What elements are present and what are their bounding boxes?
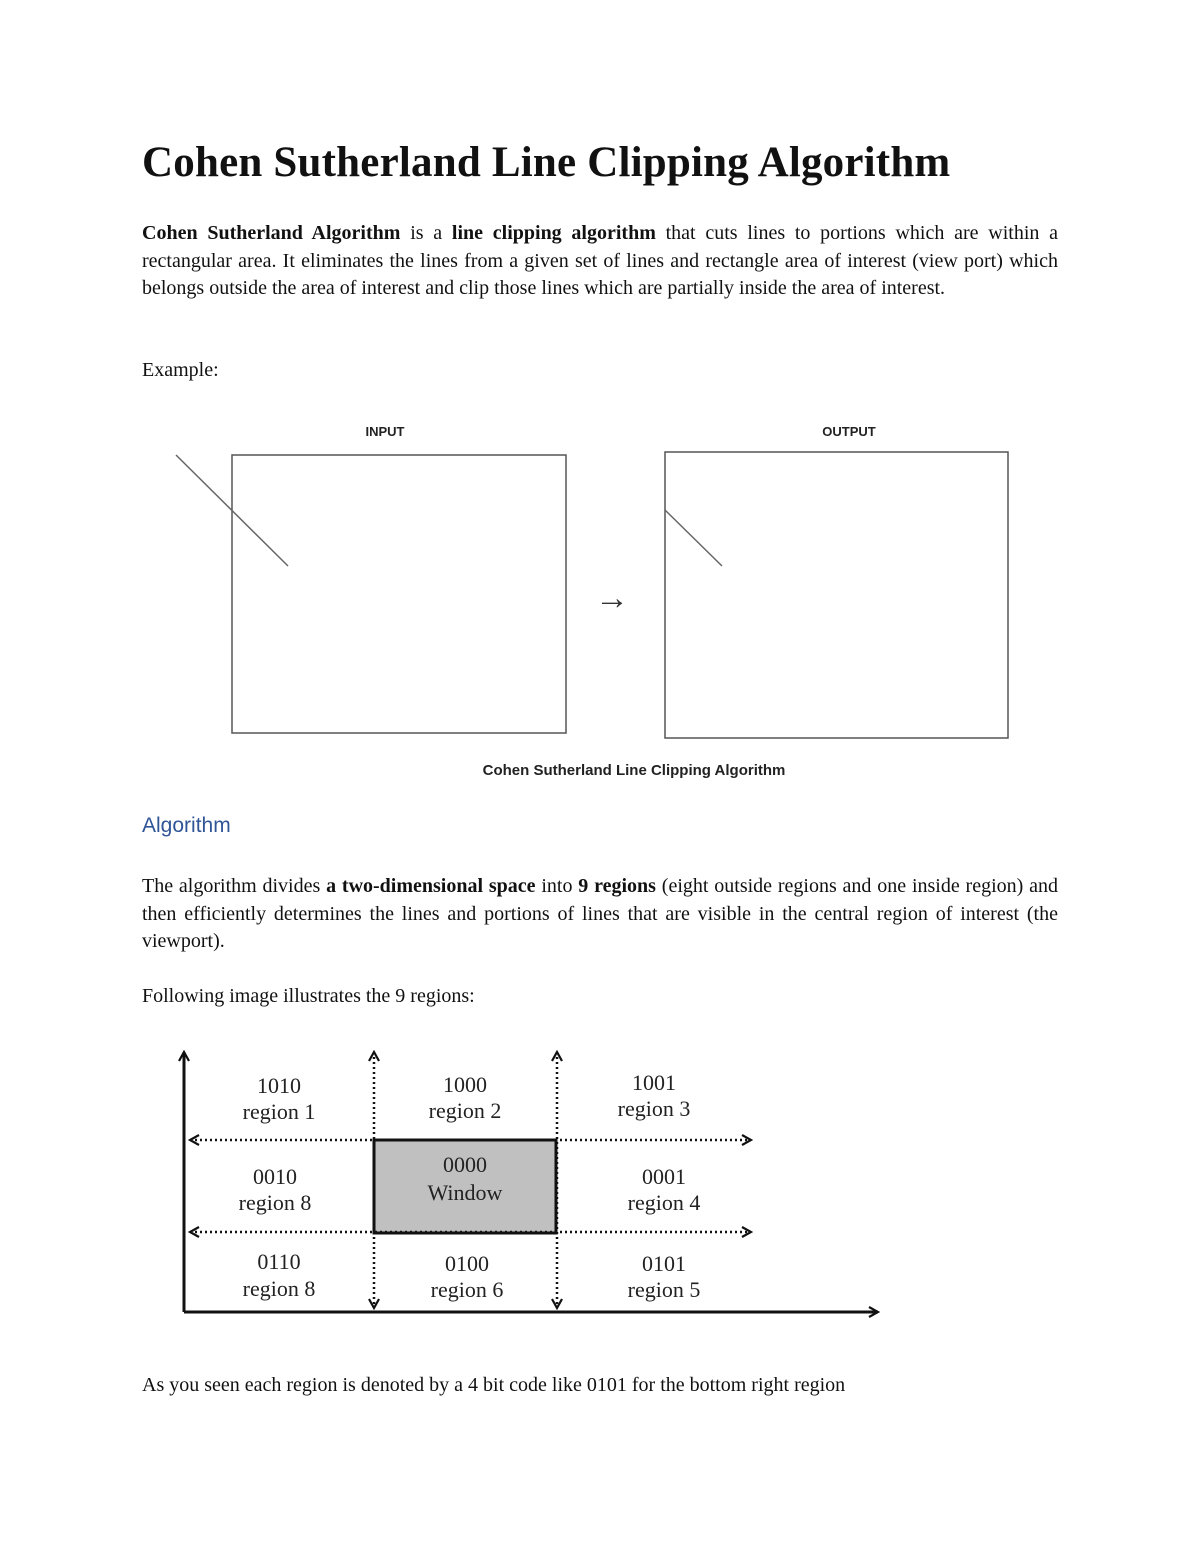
intro-term: Cohen Sutherland Algorithm	[142, 222, 401, 244]
region-8-top-name: region 8	[238, 1190, 312, 1215]
region-4-name: region 4	[627, 1190, 701, 1215]
region-6-code: 0100	[445, 1251, 489, 1276]
arrow-right-icon: →	[595, 579, 629, 617]
example-label: Example:	[142, 359, 219, 381]
region-5-code: 0101	[642, 1251, 686, 1276]
clipping-example-figure	[0, 415, 1200, 790]
window-code: 0000	[443, 1152, 487, 1177]
region-3-name: region 3	[617, 1096, 691, 1121]
region-8-top-code: 0010	[253, 1164, 297, 1189]
region-5-name: region 5	[627, 1277, 701, 1302]
region-3-code: 1001	[632, 1070, 676, 1095]
region-1-name: region 1	[242, 1099, 316, 1124]
region-8-bottom-name: region 8	[242, 1276, 316, 1301]
page-title: Cohen Sutherland Line Clipping Algorithm	[142, 139, 951, 186]
region-2-code: 1000	[443, 1072, 487, 1097]
input-label: INPUT	[365, 424, 405, 439]
figure-caption: Cohen Sutherland Line Clipping Algorithm	[482, 762, 786, 779]
algorithm-paragraph: The algorithm divides a two-dimensional space into 9 regions (eight outside regions and one inside region) and then efficiently determines the lines and portions of lines that are visible in the central region of interest (the viewport).	[142, 875, 1058, 952]
input-viewport-rect	[232, 455, 566, 733]
closing-text: As you seen each region is denoted by a 4 bit code like 0101 for the bottom right region	[142, 1374, 846, 1396]
region-6-name: region 6	[430, 1277, 504, 1302]
output-clipped-line	[665, 510, 722, 566]
following-text: Following image illustrates the 9 regions:	[142, 985, 475, 1007]
section-heading-algorithm: Algorithm	[142, 814, 231, 837]
region-8-bottom-code: 0110	[257, 1249, 301, 1274]
window-name: Window	[427, 1180, 503, 1205]
output-label: OUTPUT	[822, 424, 876, 439]
intro-paragraph: Cohen Sutherland Algorithm is a line clipping algorithm that cuts lines to portions which are within a rectangular area. It eliminates the lines from a given set of lines and rectangle area of interest (view port) which belongs outside the area of interest and clip those lines which are partially inside the area of interest.	[142, 222, 1058, 299]
intro-term-2: line clipping algorithm	[451, 222, 656, 244]
nine-regions-diagram	[0, 1040, 1200, 1340]
region-1-code: 1010	[257, 1073, 301, 1098]
output-viewport-rect	[665, 452, 1008, 738]
region-4-code: 0001	[642, 1164, 686, 1189]
region-2-name: region 2	[428, 1098, 502, 1123]
